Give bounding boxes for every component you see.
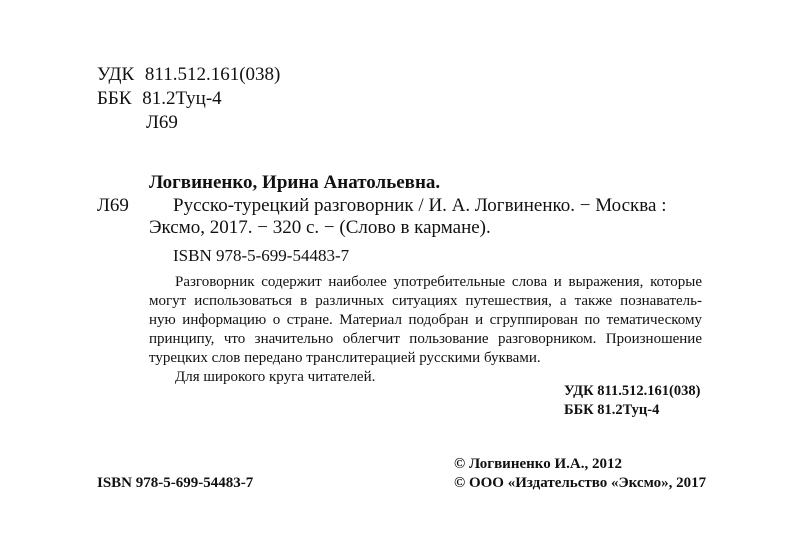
author-mark-header: Л69 <box>146 112 178 133</box>
entry-isbn: ISBN 978-5-699-54483-7 <box>173 246 350 265</box>
bbk-value: 81.2Туц-4 <box>142 88 222 109</box>
entry-title-line-1: Русско-турецкий разговорник / И. А. Логвиненко. − Москва : <box>173 195 667 216</box>
annotation-line: ную информацию о стране. Материал подобран и сгруппирован по тематическому <box>149 312 702 328</box>
udk-label: УДК <box>97 64 135 85</box>
annotation-line: турецких слов передано транслитерацией русскими буквами. <box>149 350 541 366</box>
copyright-author: © Логвиненко И.А., 2012 <box>454 456 622 472</box>
annotation-line: принципу, что значительно облегчит пользование разговорником. Произношение <box>149 331 702 347</box>
audience-note: Для широкого круга читателей. <box>175 369 376 385</box>
author-heading: Логвиненко, Ирина Анатольевна. <box>149 172 441 193</box>
footer-isbn: ISBN 978-5-699-54483-7 <box>97 475 254 491</box>
bbk-label: ББК <box>97 88 132 109</box>
udk-bottom: УДК 811.512.161(038) <box>564 383 701 399</box>
udk-header-line <box>97 64 280 86</box>
copyright-publisher: © ООО «Издательство «Эксмо», 2017 <box>454 475 707 491</box>
annotation-line: Разговорник содержит наиболее употребительные слова и выражения, которые <box>175 274 702 290</box>
entry-title-line-2: Эксмо, 2017. − 320 с. − (Слово в кармане). <box>149 217 491 238</box>
udk-value: 811.512.161(038) <box>144 64 281 85</box>
bbk-header-line <box>97 88 222 110</box>
author-mark-entry: Л69 <box>97 195 129 216</box>
bbk-bottom: ББК 81.2Туц-4 <box>564 402 660 418</box>
annotation-line: могут использоваться в различных ситуациях путешествия, а также познаватель- <box>149 293 702 309</box>
